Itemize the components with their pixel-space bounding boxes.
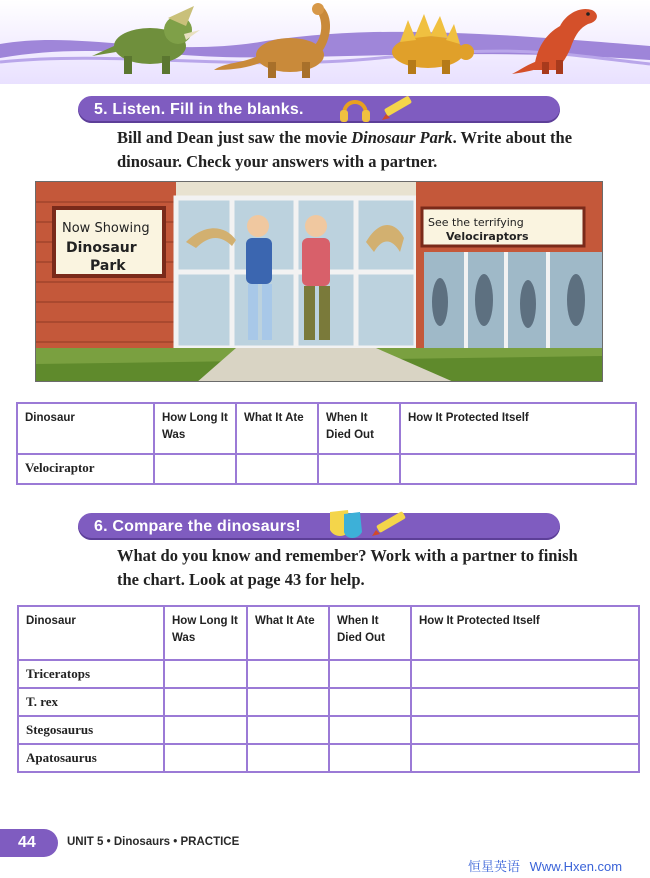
answer-cell[interactable]	[411, 744, 639, 772]
answer-cell[interactable]	[411, 716, 639, 744]
section-6-header	[78, 513, 560, 540]
sign-velociraptors: Velociraptors	[446, 230, 529, 243]
header-how-long: How Long It Was	[164, 606, 247, 660]
table-header-row	[17, 403, 636, 454]
answer-cell[interactable]	[164, 688, 247, 716]
table-row	[18, 660, 639, 688]
answer-cell[interactable]	[247, 688, 329, 716]
row-label-triceratops: Triceratops	[18, 660, 164, 688]
page-number: 44	[18, 834, 36, 851]
watermark-chinese: 恒星英语	[468, 859, 521, 874]
sign-now-showing: Now Showing	[62, 221, 150, 236]
header-how-protected: How It Protected Itself	[400, 403, 636, 454]
header-dinosaur: Dinosaur	[18, 606, 164, 660]
answer-cell[interactable]	[400, 454, 636, 484]
banner-illustration	[0, 0, 650, 84]
section-5-header	[78, 96, 560, 123]
compare-dinosaurs-chart	[17, 605, 640, 773]
answer-cell[interactable]	[329, 688, 411, 716]
section-6-instructions: What do you know and remember? Work with a partner to finish the chart. Look at page 43 for help.	[117, 546, 578, 589]
instruction-text-before: Bill and Dean just saw the movie	[117, 128, 352, 147]
velociraptor-chart	[16, 402, 637, 485]
header-dinosaur: Dinosaur	[17, 403, 154, 454]
answer-cell[interactable]	[318, 454, 400, 484]
answer-cell[interactable]	[164, 716, 247, 744]
answer-cell[interactable]	[329, 660, 411, 688]
instruction-text-after: . Write about the dinosaur. Check your answers with a partner.	[117, 128, 573, 171]
answer-cell[interactable]	[164, 660, 247, 688]
row-label-apatosaurus: Apatosaurus	[18, 744, 164, 772]
sign-dinosaur: Dinosaur	[66, 240, 137, 256]
masks-pencil-icon	[326, 506, 416, 542]
movie-theater-illustration	[35, 181, 603, 382]
answer-cell[interactable]	[247, 744, 329, 772]
header-how-long: How Long It Was	[154, 403, 236, 454]
headphones-pencil-icon	[336, 90, 416, 126]
section-5-title: 5. Listen. Fill in the blanks.	[94, 101, 304, 118]
header-what-ate: What It Ate	[247, 606, 329, 660]
triceratops-icon	[92, 6, 200, 74]
sign-park: Park	[90, 258, 126, 274]
watermark	[468, 856, 628, 875]
answer-cell[interactable]	[329, 716, 411, 744]
answer-cell[interactable]	[411, 660, 639, 688]
answer-cell[interactable]	[247, 660, 329, 688]
answer-cell[interactable]	[164, 744, 247, 772]
header-how-protected: How It Protected Itself	[411, 606, 639, 660]
row-label-velociraptor: Velociraptor	[17, 454, 154, 484]
unit-footer: UNIT 5 • Dinosaurs • PRACTICE	[67, 836, 240, 848]
header-what-ate: What It Ate	[236, 403, 318, 454]
row-label-t-rex: T. rex	[18, 688, 164, 716]
table-row	[18, 744, 639, 772]
dinosaur-banner	[0, 0, 650, 84]
table-row	[18, 688, 639, 716]
header-when-died: When It Died Out	[318, 403, 400, 454]
header-when-died: When It Died Out	[329, 606, 411, 660]
page-number-tab	[0, 829, 58, 857]
answer-cell[interactable]	[329, 744, 411, 772]
section-6-title: 6. Compare the dinosaurs!	[94, 518, 301, 535]
table-header-row	[18, 606, 639, 660]
answer-cell[interactable]	[154, 454, 236, 484]
answer-cell[interactable]	[236, 454, 318, 484]
row-label-stegosaurus: Stegosaurus	[18, 716, 164, 744]
answer-cell[interactable]	[411, 688, 639, 716]
table-row	[18, 716, 639, 744]
sign-see-the-terrifying: See the terrifying	[428, 216, 524, 229]
answer-cell[interactable]	[247, 716, 329, 744]
watermark-url: Www.Hxen.com	[529, 859, 623, 874]
movie-title: Dinosaur Park	[351, 128, 453, 147]
section-5-instructions	[117, 126, 597, 174]
table-row	[17, 454, 636, 484]
